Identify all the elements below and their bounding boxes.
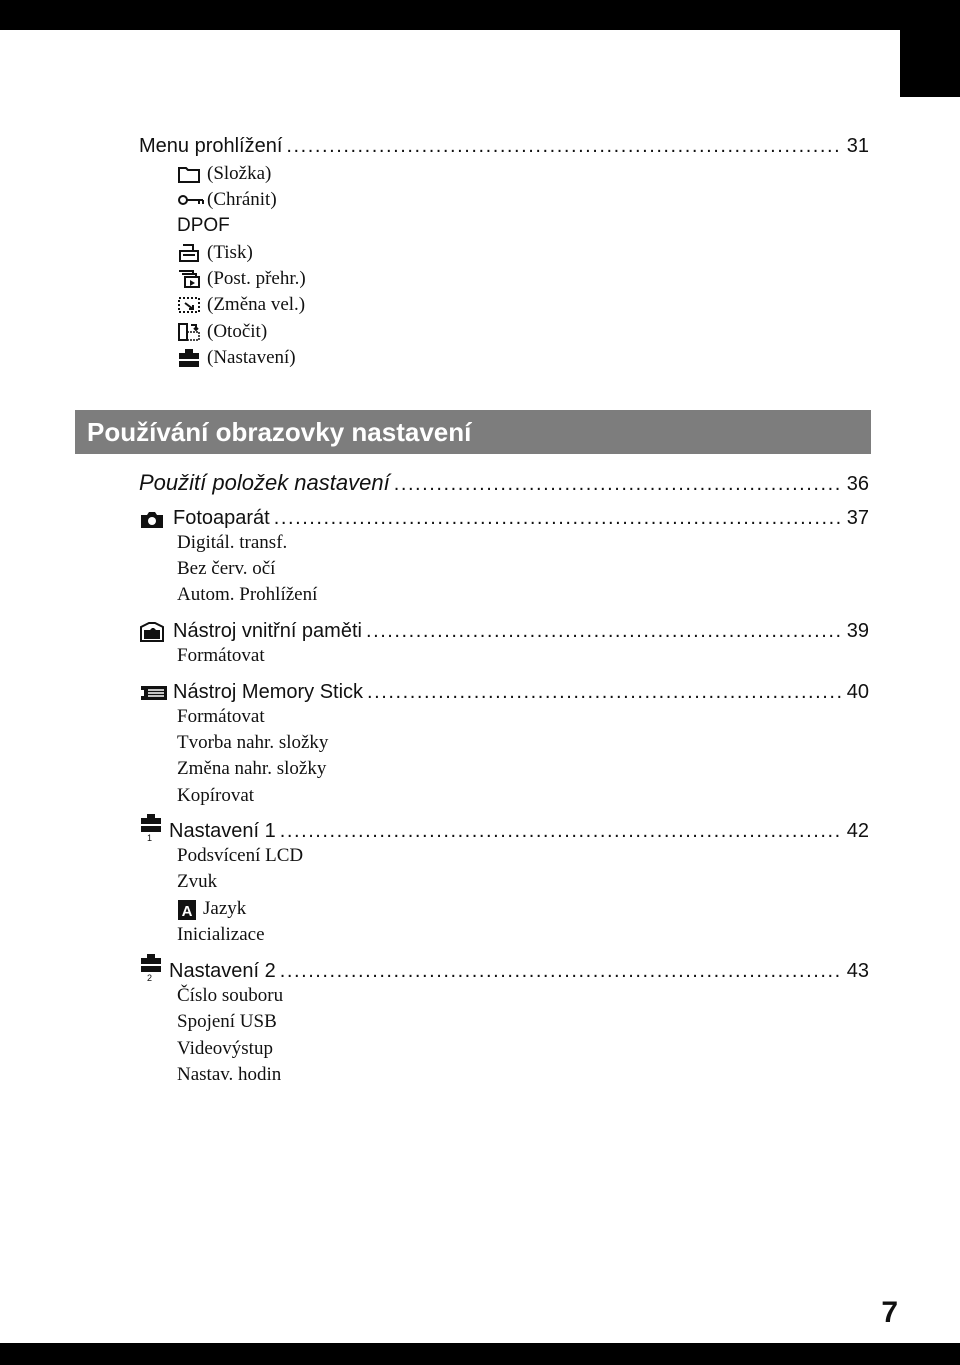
list-item: Podsvícení LCD	[177, 845, 304, 866]
toc-page-number: 39	[846, 620, 869, 642]
list-item: Autom. Prohlížení	[177, 584, 318, 605]
playback-item-slideshow	[177, 266, 306, 292]
playback-item-label: (Chránit)	[207, 189, 277, 210]
dot-leader	[367, 681, 843, 704]
list-item: Digitál. transf.	[177, 532, 288, 553]
camera-icon	[139, 508, 167, 530]
internal-memory-icon	[139, 621, 167, 643]
toc-entry-use-setup-items[interactable]	[139, 466, 869, 496]
rotate-icon	[177, 322, 201, 342]
list-item: Číslo souboru	[177, 985, 284, 1006]
section-heading	[75, 410, 871, 454]
playback-item-protect	[177, 187, 277, 213]
key-icon	[177, 190, 201, 210]
list-item: Formátovat	[177, 645, 265, 666]
list-item: Bez červ. očí	[177, 558, 276, 579]
playback-item-label: (Tisk)	[207, 242, 253, 263]
page-bottom-border	[0, 1343, 960, 1365]
playback-item-resize	[177, 292, 305, 318]
language-icon-glyph: A	[181, 903, 193, 920]
toc-page-number: 36	[846, 473, 869, 495]
dot-leader	[286, 135, 842, 158]
toolbox-icon	[177, 348, 201, 368]
toc-page-number: 37	[846, 507, 869, 529]
toc-entry-title: Fotoaparát	[173, 507, 270, 529]
list-item: Kopírovat	[177, 785, 255, 806]
list-item: Tvorba nahr. složky	[177, 732, 329, 753]
list-item: Formátovat	[177, 706, 265, 727]
setup-1-icon	[139, 813, 163, 843]
toc-entry-playback-menu[interactable]	[139, 128, 869, 158]
page-corner-tab	[900, 0, 960, 97]
playback-item-dpof	[177, 213, 230, 239]
folder-icon	[177, 164, 201, 184]
toc-entry-title: Nastavení 1	[169, 820, 276, 842]
toc-entry-setup-2[interactable]	[139, 953, 869, 983]
toc-entry-title: Nástroj Memory Stick	[173, 681, 364, 703]
playback-item-label: (Otočit)	[207, 321, 268, 342]
playback-item-print	[177, 240, 253, 266]
toc-entry-memory-stick[interactable]	[139, 674, 869, 704]
setup-icon-number: 2	[147, 973, 153, 983]
toc-page-number: 31	[846, 135, 869, 157]
slideshow-icon	[177, 269, 201, 289]
print-icon	[177, 243, 201, 263]
setup-2-icon	[139, 953, 163, 983]
list-item-language	[177, 896, 246, 922]
playback-item-label: (Nastavení)	[207, 347, 296, 368]
toc-entry-title: Nastavení 2	[169, 960, 276, 982]
dot-leader	[366, 620, 843, 643]
playback-item-label: (Post. přehr.)	[207, 268, 306, 289]
toc-entry-title: Menu prohlížení	[139, 135, 283, 157]
list-item: Změna nahr. složky	[177, 758, 327, 779]
language-icon	[177, 899, 197, 919]
list-item: Inicializace	[177, 924, 265, 945]
section-heading-text: Používání obrazovky nastavení	[87, 416, 472, 447]
playback-item-label: (Změna vel.)	[207, 294, 306, 315]
page-top-border	[0, 0, 960, 30]
playback-item-rotate	[177, 319, 267, 345]
playback-item-label: (Složka)	[207, 163, 272, 184]
list-item: Zvuk	[177, 871, 218, 892]
setup-icon-number: 1	[147, 833, 153, 843]
memory-stick-icon	[139, 682, 167, 704]
list-item: Nastav. hodin	[177, 1064, 282, 1085]
toc-entry-setup-1[interactable]	[139, 813, 869, 843]
toc-entry-camera[interactable]	[139, 500, 869, 530]
playback-item-label: DPOF	[177, 215, 230, 236]
list-item: Videovýstup	[177, 1038, 273, 1059]
toc-entry-title: Nástroj vnitřní paměti	[173, 620, 362, 642]
playback-item-folder	[177, 161, 271, 187]
toc-page-number: 40	[846, 681, 869, 703]
list-item-label: Jazyk	[203, 898, 247, 919]
toc-entry-title: Použití položek nastavení	[139, 470, 390, 495]
toc-page-number: 43	[846, 960, 869, 982]
toc-page-number: 42	[846, 820, 869, 842]
dot-leader	[280, 820, 843, 843]
playback-item-setup	[177, 345, 296, 371]
resize-icon	[177, 295, 201, 315]
page-number: 7	[881, 1296, 898, 1329]
dot-leader	[274, 507, 843, 530]
dot-leader	[394, 473, 843, 496]
list-item: Spojení USB	[177, 1011, 277, 1032]
toc-entry-internal-memory[interactable]	[139, 613, 869, 643]
dot-leader	[280, 960, 843, 983]
